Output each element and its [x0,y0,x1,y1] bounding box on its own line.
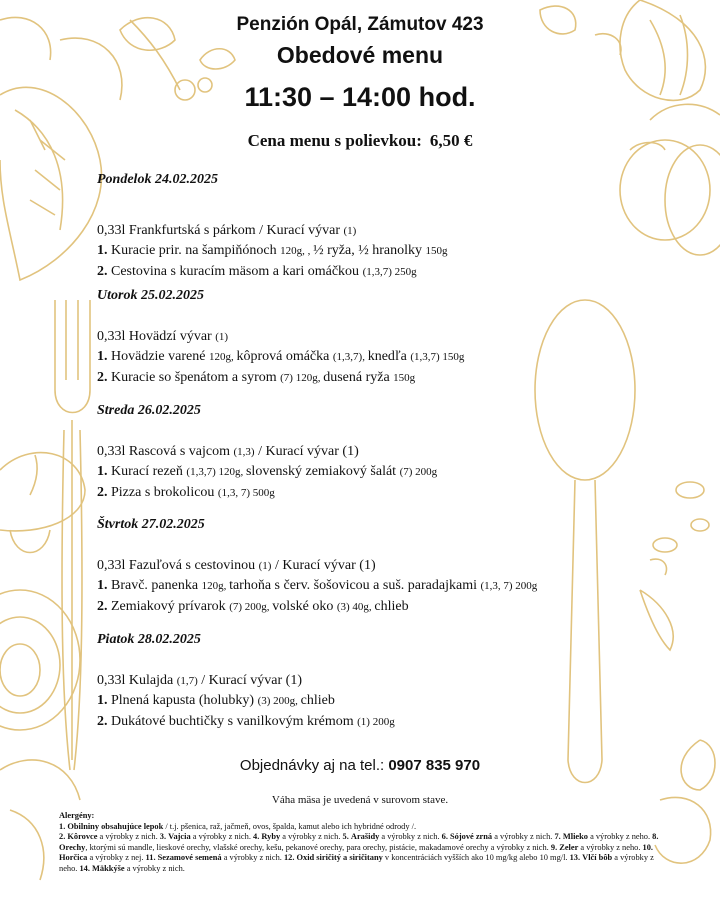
menu-price [0,131,720,151]
allergen-text: Zeler [559,842,579,852]
allergen-text: Kôrovce [67,832,98,841]
allergen-text: Vajcia [168,832,191,841]
meal-2: 2. Zemiakový prívarok (7) 200g, volské oko (3) 40g, chlieb [97,598,409,614]
day-title: Utorok 25.02.2025 [97,288,204,303]
serving-hours: 11:30 – 14:00 hod. [244,82,476,112]
soup-line: 0,33l Rascová s vajcom (1,3) / Kurací vývar (1) [97,443,359,459]
allergen-text: Sójové zrná [450,832,493,841]
allergen-text: 13. [569,853,581,862]
allergen-text: , ktorými sú mandle, lieskové orechy, vlašské orechy, kešu, pekanové orechy, para orechy, pistácie, makadamové orechy a výrobky z nich. [85,842,551,852]
allergen-text: a výrobky z nich. [190,832,254,841]
weight-note: Váha mäsa je uvedená v surovom stave. [271,794,449,806]
allergen-text: a výrobky z neho. [578,842,643,852]
day-title: Štvrtok 27.02.2025 [97,517,205,532]
meal-1: 1. Bravč. panenka 120g, tarhoňa s červ. šošovicou a suš. paradajkami (1,3, 7) 200g [97,578,538,593]
allergen-text: a výrobky z nich. [379,832,442,841]
allergen-text: a výrobky z nich. [492,832,555,841]
meal-1: 1. Plnená kapusta (holubky) (3) 200g, chlieb [97,693,335,708]
allergen-text: a výrobky z nej. [87,853,146,862]
allergen-text: / t.j. pšenica, raž, jačmeň, ovos, špalda, kamut alebo ich hybridné odrody /. [163,821,417,831]
allergen-text: 5. [342,832,349,841]
meal-2: 2. Kuracie so špenátom a syrom (7) 120g, dusená ryža 150g [97,369,416,385]
soup-line: 0,33l Kulajda (1,7) / Kurací vývar (1) [97,672,302,688]
allergen-text: 6. [441,832,448,841]
allergen-text: a výrobky z nich. [124,863,185,873]
day-thursday [97,515,657,617]
meal-1: 1. Hovädzie varené 120g, kôprová omáčka (1,3,7), knedľa (1,3,7) 150g [97,349,465,364]
allergen-text: 12. [283,853,295,862]
day-title: Streda 26.02.2025 [97,403,201,418]
allergen-text: 7. [554,832,561,841]
allergens-title: Alergény: [59,811,95,820]
allergens-legend [59,811,665,874]
day-monday [97,170,657,282]
allergen-text: Mäkkýše [92,863,125,873]
allergen-text: a výrobky z neho. [59,853,654,873]
allergen-text: Horčica [59,853,88,862]
phone-number: 0907 835 970 [388,757,481,774]
allergen-text: Ryby [261,832,281,841]
allergen-text: 10. [642,842,653,852]
allergen-text: a výrobky z neho. [587,832,653,841]
allergen-text: 4. [253,832,260,841]
meal-1: 1. Kuracie prir. na šampiňónoch 120g, , ½ ryža, ½ hranolky 150g [97,243,448,258]
allergen-text: a výrobky z nich. [221,853,284,862]
meal-2: 2. Cestovina s kuracím mäsom a kari omáčkou (1,3,7) 250g [97,263,417,279]
allergen-text: 9. [550,842,558,852]
allergen-text: a výrobky z nich. [97,832,160,841]
soup-line: 0,33l Fazuľová s cestovinou (1) / Kurací vývar (1) [97,557,376,573]
soup-line: 0,33l Hovädzí vývar (1) [97,328,229,344]
day-friday [97,630,657,732]
allergen-text: Oxid siričitý a siričitany [296,853,383,862]
allergen-text: a výrobky z nich. [280,832,343,841]
price-value: 6,50 € [429,131,473,150]
allergen-text: Mlieko [562,832,588,841]
allergen-text: Orechy [59,842,86,852]
allergen-text: Sezamové semená [157,853,222,862]
meal-2: 2. Pizza s brokolicou (1,3, 7) 500g [97,484,275,500]
allergen-text: 8. [652,832,659,841]
allergen-text: Obilniny obsahujúce lepok [67,821,164,831]
allergen-text: 2. [59,832,66,841]
allergen-text: Vlčí bôb [582,853,613,862]
meal-2: 2. Dukátové buchtičky s vanilkovým krémom (1) 200g [97,713,395,729]
menu-title: Obedové menu [276,42,444,68]
soup-line: 0,33l Frankfurtská s párkom / Kurací vývar (1) [97,222,357,238]
allergen-line-1 [59,822,665,833]
day-wednesday [97,401,657,503]
allergen-text: 1. [59,821,66,831]
meal-1: 1. Kurací rezeň (1,3,7) 120g, slovenský zemiakový šalát (7) 200g [97,464,438,479]
allergen-text: v koncentráciách vyšších ako 10 mg/kg alebo 10 mg/l. [382,853,570,862]
allergen-text: 3. [159,832,167,841]
day-tuesday [97,286,657,388]
pension-name: Penzión Opál, Zámutov 423 [236,14,484,35]
order-label: Objednávky aj na tel.: [239,757,389,774]
allergen-text: 11. [145,853,156,862]
price-label: Cena menu s polievkou: [247,131,422,150]
allergen-list [59,832,665,874]
order-phone-line [0,757,720,774]
day-title: Pondelok 24.02.2025 [97,172,218,187]
allergen-text: Arašidy [350,832,380,841]
allergen-text: 14. [79,863,90,873]
day-title: Piatok 28.02.2025 [97,632,201,647]
